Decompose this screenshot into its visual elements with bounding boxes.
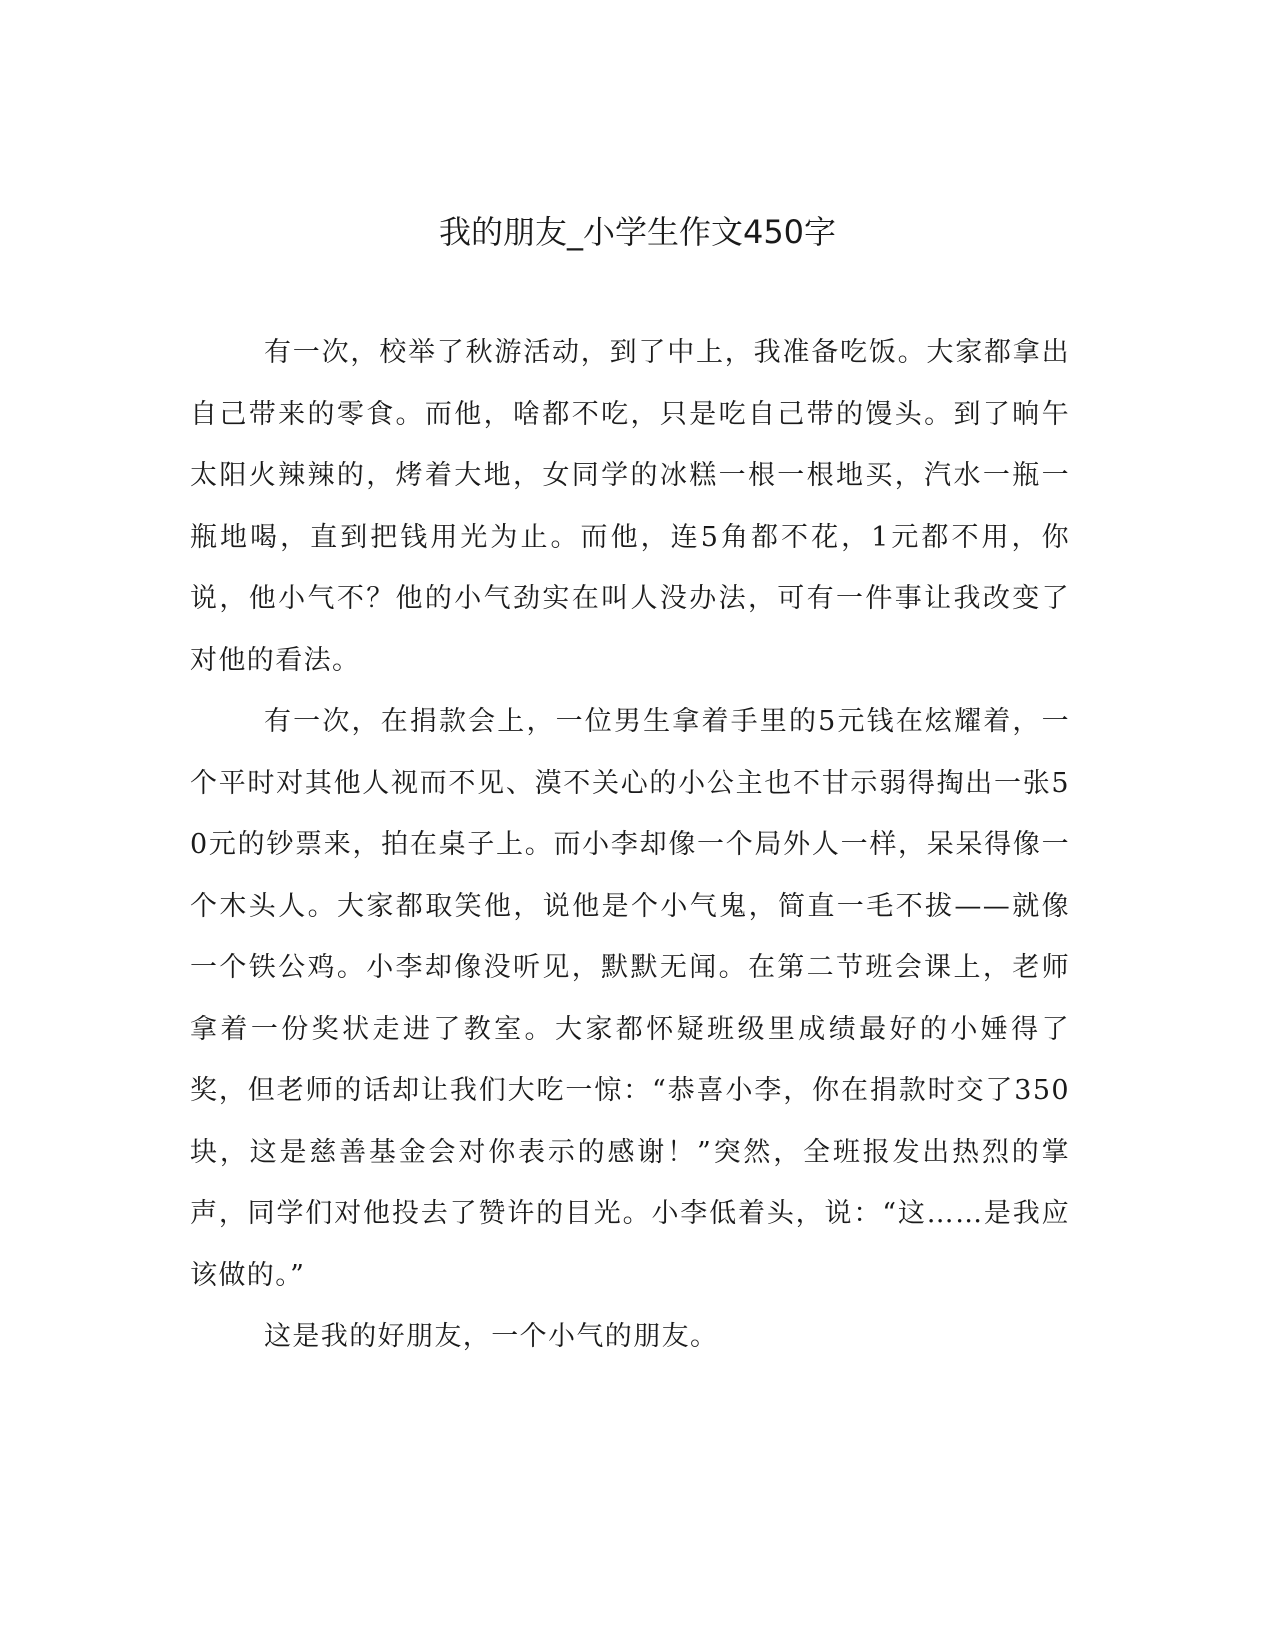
paragraph-2: 有一次，在捐款会上，一位男生拿着手里的5元钱在炫耀着，一个平时对其他人视而不见、漠不关心的小公主也不甘示弱得掏出一张50元的钞票来，拍在桌子上。而小李却像一个局外人一样，呆呆得像一个木头人。大家都取笑他，说他是个小气鬼，简直一毛不拔——就像一个铁公鸡。小李却像没听见，默默无闻。在第二节班会课上，老师拿着一份奖状走进了教室。大家都怀疑班级里成绩最好的小娷得了奖，但老师的话却让我们大吃一惊：“恭喜小李，你在捐款时交了350块，这是慈善基金会对你表示的感谢！”突然，全班报发出热烈的掌声，同学们对他投去了赞许的目光。小李低着头，说：“这……是我应该做的。” [190, 706, 1070, 1291]
document-body [190, 322, 1070, 1368]
paragraph-1: 有一次，校举了秋游活动，到了中上，我准备吃饭。大家都拿出自己带来的零食。而他，啥都不吃，只是吃自己带的馒头。到了晌午太阳火辣辣的，烤着大地，女同学的冰糕一根一根地买，汽水一瓶一瓶地喝，直到把钱用光为止。而他，连5角都不花，1元都不用，你说，他小气不？他的小气劲实在叫人没办法，可有一件事让我改变了对他的看法。 [190, 337, 1070, 676]
paragraph-3: 这是我的好朋友，一个小气的朋友。 [264, 1321, 719, 1352]
document-title: 我的朋友_小学生作文450字 [438, 213, 837, 251]
